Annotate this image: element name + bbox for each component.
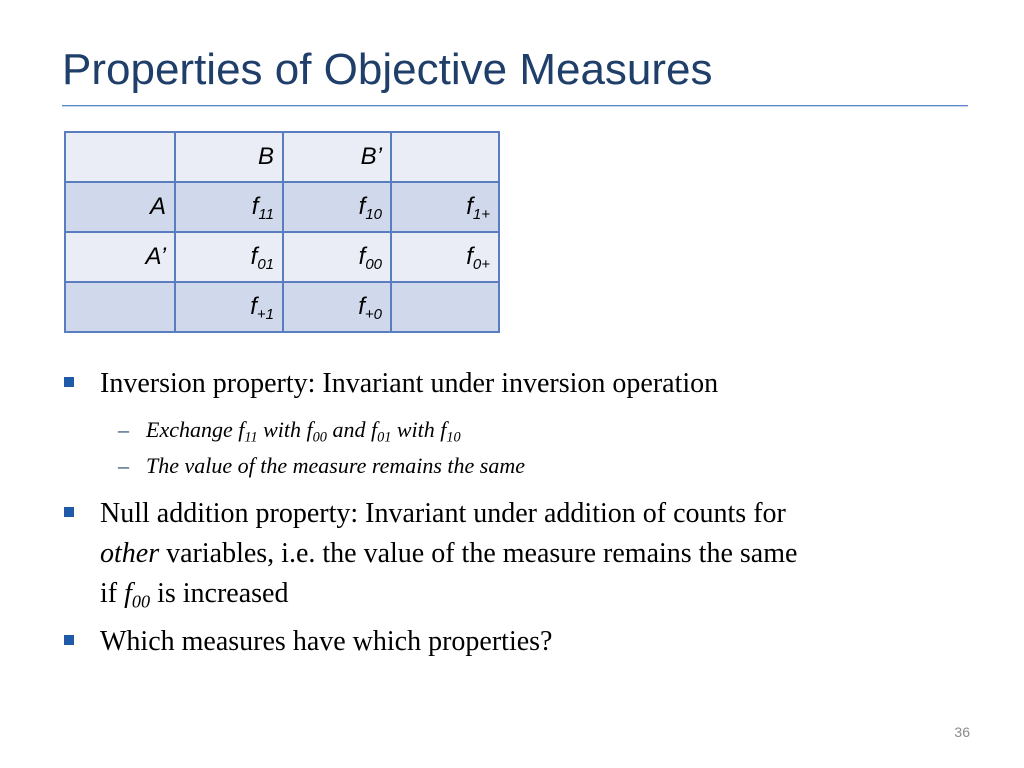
cell-symbol: f	[250, 293, 257, 320]
cell-symbol: f	[466, 193, 473, 220]
square-bullet-icon	[64, 635, 74, 645]
math-subscript: 10	[446, 429, 461, 446]
cell-f01	[175, 232, 283, 282]
bullet-null-addition-property	[62, 494, 962, 614]
row-label-a-prime: A’	[65, 232, 175, 282]
bullet-which-measures	[62, 622, 962, 662]
cell-symbol: f	[358, 193, 366, 220]
slide-title: Properties of Objective Measures	[62, 45, 713, 94]
cell-symbol: f	[466, 243, 473, 270]
text-fragment: Exchange	[146, 417, 239, 442]
bullet-inversion-property	[62, 364, 962, 404]
table-header-total	[391, 132, 499, 182]
title-divider	[62, 105, 968, 107]
cell-symbol: f	[358, 293, 365, 320]
math-subscript-value: 00	[131, 591, 151, 612]
slide-number: 36	[954, 724, 970, 740]
dash-bullet-icon: –	[118, 453, 129, 478]
square-bullet-icon	[64, 507, 74, 517]
cell-f00	[283, 232, 391, 282]
text-fragment: with	[257, 417, 307, 442]
text-fragment: with	[391, 417, 441, 442]
cell-symbol: f	[251, 193, 259, 220]
cell-subscript: 10	[365, 206, 382, 223]
bullet-text: Which measures have which properties?	[100, 626, 553, 657]
cell-subscript: 1+	[472, 206, 490, 223]
cell-subscript: +1	[256, 306, 274, 323]
math-subscript	[132, 591, 150, 611]
cell-subscript: 11	[258, 206, 274, 223]
cell-f11	[175, 182, 283, 232]
bullet-text: if	[100, 578, 125, 609]
math-symbol: f	[238, 417, 245, 442]
cell-subscript: 01	[257, 256, 274, 273]
math-symbol: f	[306, 417, 313, 442]
bullet-list	[62, 364, 962, 670]
cell-symbol: f	[358, 243, 366, 270]
math-subscript: 00	[312, 429, 327, 446]
cell-fplus1	[175, 282, 283, 332]
cell-subscript: 00	[365, 256, 382, 273]
row-label-total	[65, 282, 175, 332]
table-row-a	[65, 182, 499, 232]
bullet-text: Null addition property: Invariant under addition of counts for	[100, 498, 786, 529]
bullet-text: variables, i.e. the value of the measure remains the same	[159, 538, 798, 569]
table-total-row	[65, 282, 499, 332]
table-header-b-prime: B’	[283, 132, 391, 182]
square-bullet-icon	[64, 377, 74, 387]
cell-subscript: +0	[364, 306, 382, 323]
bullet-text: is increased	[150, 578, 289, 609]
math-subscript: 11	[244, 429, 258, 446]
sub-bullet-value-same	[62, 448, 962, 484]
table-header-row	[65, 132, 499, 182]
dash-bullet-icon: –	[118, 417, 129, 442]
cell-f10	[283, 182, 391, 232]
math-subscript: 01	[377, 429, 392, 446]
math-symbol: f	[124, 578, 132, 609]
table-row-a-prime	[65, 232, 499, 282]
math-symbol: f	[440, 417, 447, 442]
math-symbol: f	[370, 417, 378, 442]
bullet-text: Inversion property: Invariant under inversion operation	[100, 368, 719, 399]
table-corner-cell	[65, 132, 175, 182]
text-fragment: and	[326, 417, 371, 442]
cell-fplus0	[283, 282, 391, 332]
cell-f0plus	[391, 232, 499, 282]
cell-subscript: 0+	[472, 256, 490, 273]
cell-f1plus	[391, 182, 499, 232]
cell-empty	[391, 282, 499, 332]
emphasis-text: other	[100, 538, 160, 569]
contingency-table	[64, 131, 500, 333]
cell-symbol: f	[250, 243, 258, 270]
inversion-sub-bullets	[62, 412, 962, 484]
sub-bullet-exchange	[62, 412, 962, 448]
sub-bullet-text: The value of the measure remains the same	[146, 453, 526, 478]
table-header-b: B	[175, 132, 283, 182]
row-label-a: A	[65, 182, 175, 232]
